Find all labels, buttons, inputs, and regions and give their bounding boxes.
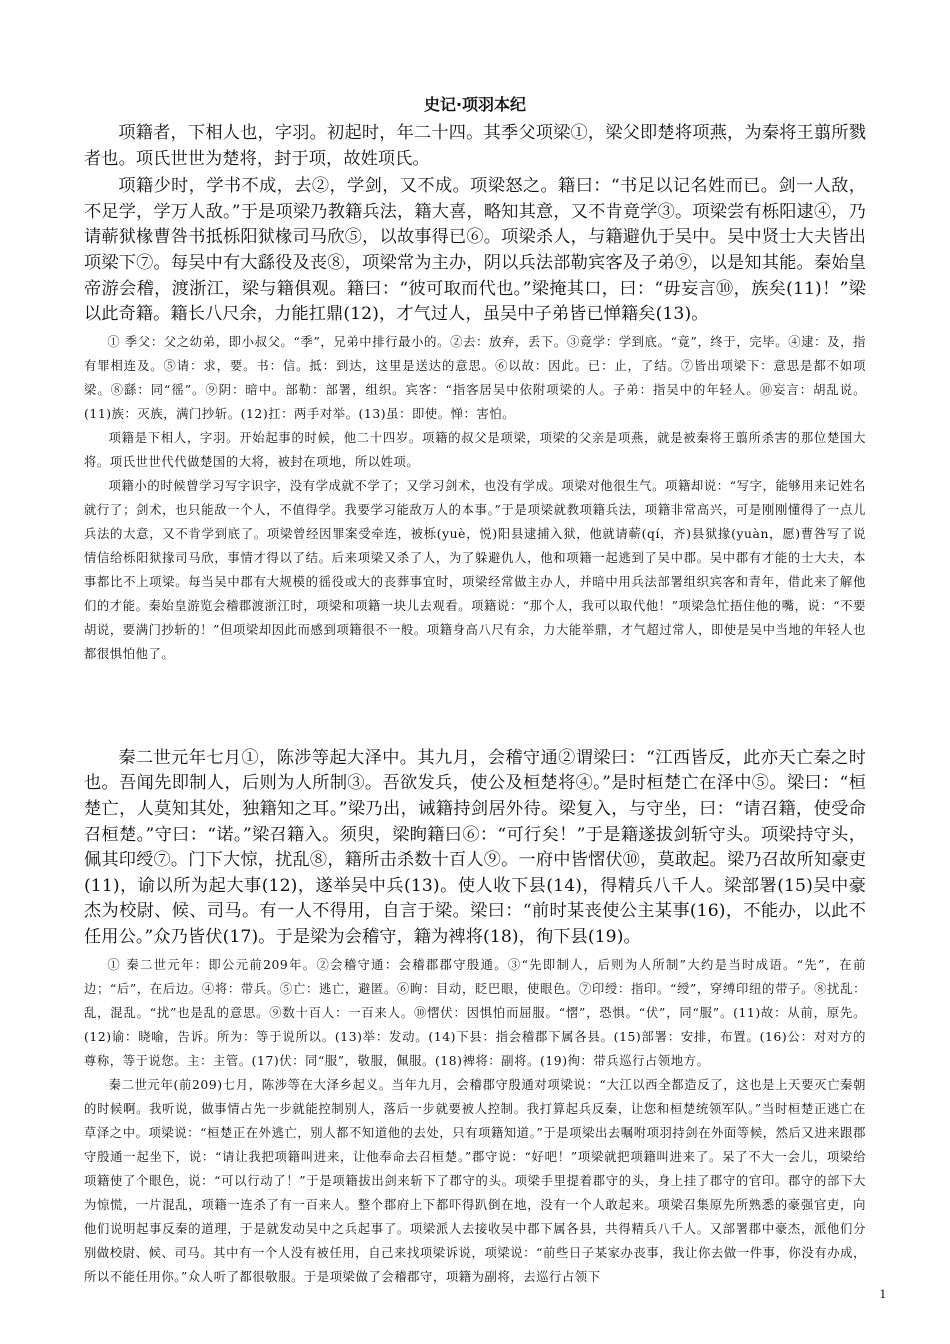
document-title: 史记·项羽本纪 — [423, 95, 527, 114]
section-gap — [84, 666, 866, 746]
translation-paragraph: 项籍是下相人，字羽。开始起事的时候，他二十四岁。项籍的叔父是项梁，项梁的父亲是项燕，就是被秦将王翦所杀害的那位楚国大将。项氏世世代代做楚国的大将，被封在项地，所以姓项。 — [84, 430, 866, 469]
original-text-paragraph: 项籍少时，学书不成，去②，学剑，又不成。项梁怒之。籍曰：“书足以记名姓而已。剑一人敌，不足学，学万人敌。”于是项梁乃教籍兵法，籍大喜，略知其意，又不肯竟学③。项梁尝有栎阳逮④，乃请蕲狱椽曹咎书抵栎阳狱椽司马欣⑤，以故事得已⑥。项梁杀人，与籍避仇于吴中。吴中贤士大夫皆出项梁下⑦。每吴中有大繇役及丧⑧，项梁常为主办，阴以兵法部勒宾客及子弟⑨，以是知其能。秦始皇帝游会稽，渡浙江，梁与籍俱观。籍曰：“彼可取而代也。”梁掩其口，曰：“毋妄言⑩，族矣(11)！”梁以此奇籍。籍长八尺余，力能扛鼎(12)，才气过人，虽吴中子弟皆已惮籍矣(13)。 — [84, 176, 866, 325]
page-number: 1 — [879, 1286, 886, 1301]
annotation-notes: ① 秦二世元年：即公元前209年。②会稽守通：会稽郡郡守殷通。③“先即制人，后则为人所制”大约是当时成语。“先”，在前边；“后”，在后边。④将：带兵。⑤亡：逃亡，避匿。⑥眴：目动，眨巴眼，使眼色。⑦印绶：指印。“绶”，穿缚印纽的带子。⑧扰乱：乱，混乱。“扰”也是乱的意思。⑨数十百人：一百来人。⑩慴伏：因惧怕而屈服。“慴”，恐惧。“伏”，同“服”。(11)故：从前，原先。(12)谕：晓喻，告诉。所为：等于说所以。(13)举：发动。(14)下县：指会稽郡下属各县。(15)部署：安排，布置。(16)公：对对方的尊称，等于说您。主：主管。(17)伏：同“服”，敬服，佩服。(18)裨将：副将。(19)徇：带兵巡行占领地方。 — [84, 957, 866, 1068]
original-text-paragraph: 秦二世元年七月①，陈涉等起大泽中。其九月，会稽守通②谓梁曰：“江西皆反，此亦天亡秦之时也。吾闻先即制人，后则为人所制③。吾欲发兵，使公及桓楚将④。”是时桓楚亡在泽中⑤。梁曰：“桓楚亡，人莫知其处，独籍知之耳。”梁乃出，诫籍持剑居外待。梁复入，与守坐，曰：“请召籍，使受命召桓楚。”守曰：“诺。”梁召籍入。须臾，梁眴籍曰⑥：“可行矣！”于是籍遂拔剑斩守头。项梁持守头，佩其印绶⑦。门下大惊，扰乱⑧，籍所击杀数十百人⑨。一府中皆慴伏⑩，莫敢起。梁乃召故所知豪吏(11)，谕以所为起大事(12)，遂举吴中兵(13)。使人收下县(14)，得精兵八千人。梁部署(15)吴中豪杰为校尉、候、司马。有一人不得用，自言于梁。梁曰：“前时某丧使公主某事(16)，不能办，以此不任用公。”众乃皆伏(17)。于是梁为会稽守，籍为裨将(18)，徇下县(19)。 — [84, 747, 866, 947]
annotation-notes: ① 季父：父之幼弟，即小叔父。“季”，兄弟中排行最小的。②去：放弃，丢下。③竟学：学到底。“竟”，终于，完毕。④逮：及，指有罪相连及。⑤请：求，要。书：信。抵：到达，这里是送达的意思。⑥以故：因此。已：止，了结。⑦皆出项梁下：意思是都不如项梁。⑧繇：同“徭”。⑨阴：暗中。部勒：部署，组织。宾客：“指客居吴中依附项梁的人。子弟：指吴中的年轻人。⑩妄言：胡乱说。(11)族：灭族，满门抄斩。(12)扛：两手对举。(13)虽：即使。惮：害怕。 — [84, 334, 866, 421]
translation-paragraph: 项籍小的时候曾学习写字识字，没有学成就不学了；又学习剑术，也没有学成。项梁对他很生气。项籍却说：“写字，能够用来记姓名就行了；剑术，也只能敌一个人，不值得学。我要学习能敌万人的本事。”于是项梁就教项籍兵法，项籍非常高兴，可是刚刚懂得了一点儿兵法的大意，又不肯学到底了。项梁曾经因罪案受牵连，被栎(yuè，悦)阳县逮捕入狱，他就请蕲(qí，齐)县狱掾(yuàn，愿)曹咎写了说情信给栎阳狱掾司马欣，事情才得以了结。后来项梁又杀了人，为了躲避仇人，他和项籍一起逃到了吴中郡。吴中郡有才能的士大夫，本事都比不上项梁。每当吴中郡有大规模的徭役或大的丧葬事宜时，项梁经常做主办人，并暗中用兵法部署组织宾客和青年，借此来了解他们的才能。秦始皇游览会稽郡渡浙江时，项梁和项籍一块儿去观看。项籍说：“那个人，我可以取代他！”项梁急忙捂住他的嘴，说：“不要胡说，要满门抄斩的！”但项梁却因此而感到项籍很不一般。项籍身高八尺有余，力大能举鼎，才气超过常人，即使是吴中当地的年轻人也都很惧怕他了。 — [84, 478, 866, 661]
translation-paragraph: 秦二世元年(前209)七月，陈涉等在大泽乡起义。当年九月，会稽郡守殷通对项梁说：“大江以西全都造反了，这也是上天要灭亡秦朝的时候啊。我听说，做事情占先一步就能控制别人，落后一步就要被人控制。我打算起兵反秦，让您和桓楚统领军队。”当时桓楚正逃亡在草泽之中。项梁说：“桓楚正在外逃亡，别人都不知道他的去处，只有项籍知道。”于是项梁出去嘱咐项羽持剑在外面等候，然后又进来跟郡守殷通一起坐下，说：“请让我把项籍叫进来，让他奉命去召桓楚。”郡守说：“好吧！”项梁就把项籍叫进来了。呆了不大一会儿，项梁给项籍使了个眼色，说：“可以行动了！”于是项籍拔出剑来斩下了郡守的头。项梁手里提着郡守的头，身上挂了郡守的官印。郡守的部下大为惊慌，一片混乱，项籍一连杀了有一百来人。整个郡府上下都吓得趴倒在地，没有一个人敢起来。项梁召集原先所熟悉的豪强官吏，向他们说明起事反秦的道理，于是就发动吴中之兵起事了。项梁派人去接收吴中郡下属各县，共得精兵八千人。又部署郡中豪杰，派他们分别做校尉、候、司马。其中有一个人没有被任用，自己来找项梁诉说，项梁说：“前些日子某家办丧事，我让你去做一件事，你没有办成，所以不能任用你。”众人听了都很敬服。于是项梁做了会稽郡守，项籍为副将，去巡行占领下 — [84, 1077, 866, 1284]
original-text-paragraph: 项籍者，下相人也，字羽。初起时，年二十四。其季父项梁①，梁父即楚将项燕，为秦将王翦所戮者也。项氏世世为楚将，封于项，故姓项氏。 — [84, 123, 866, 169]
